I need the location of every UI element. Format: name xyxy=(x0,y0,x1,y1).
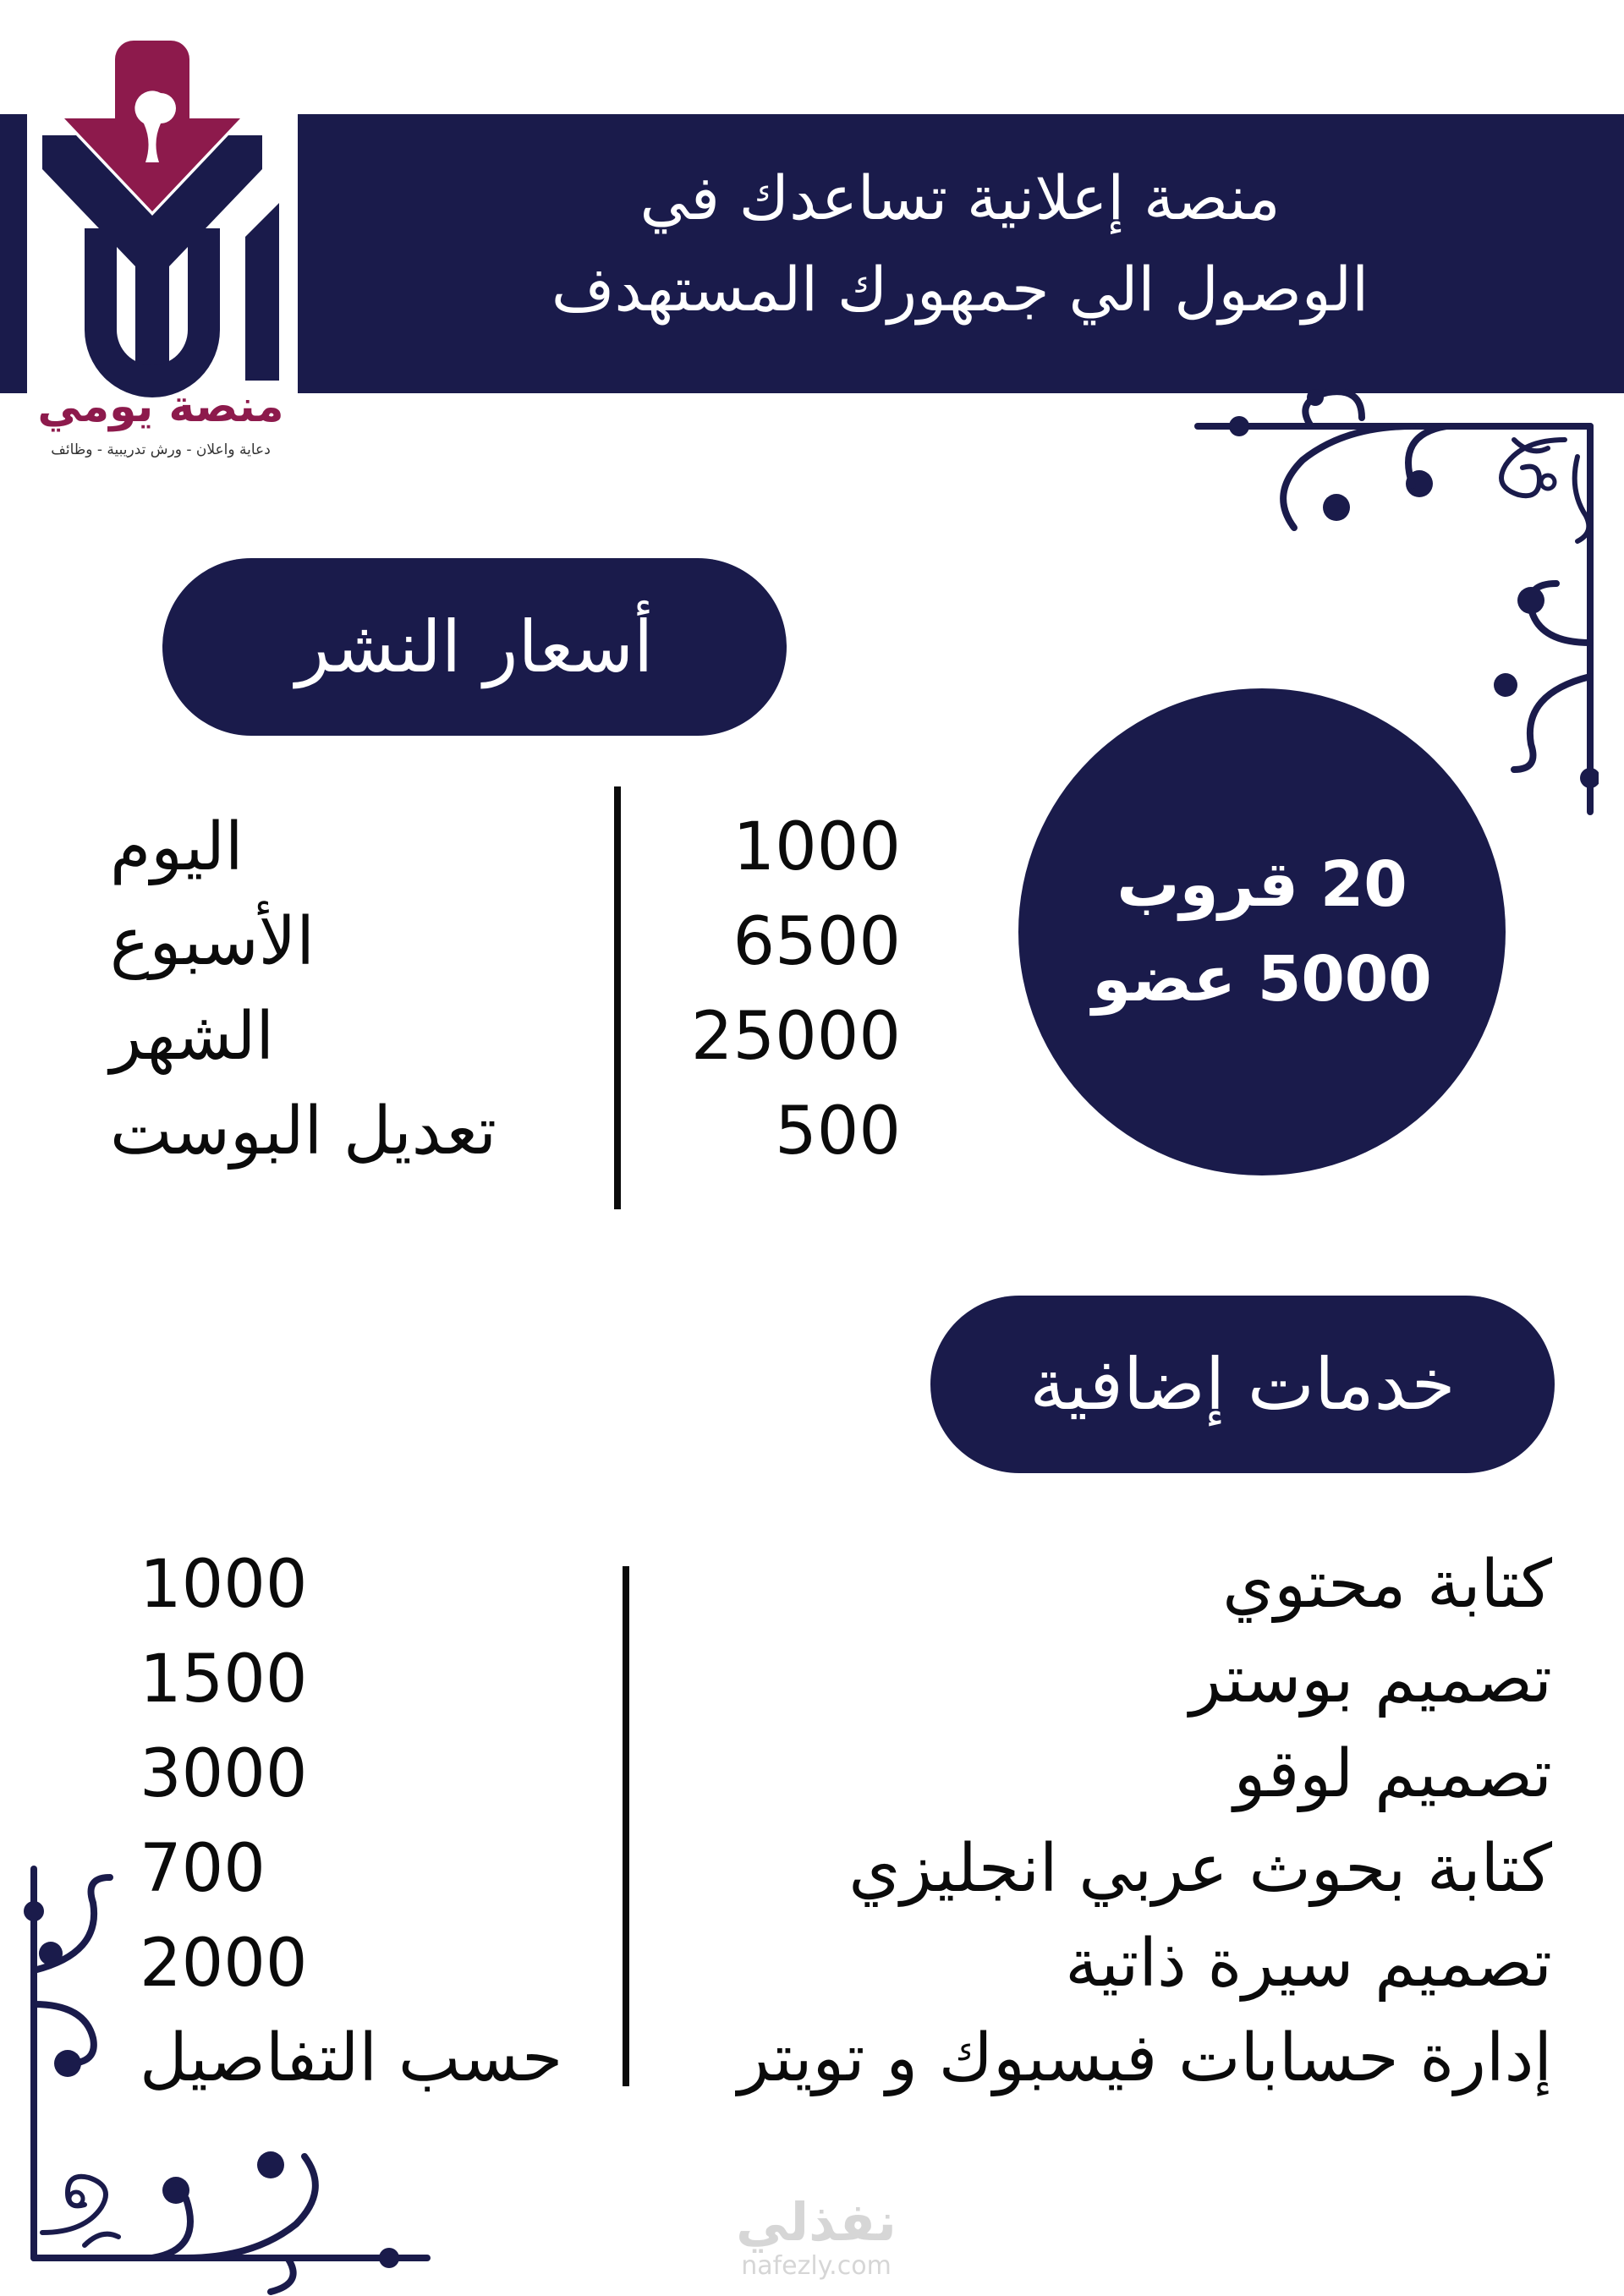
banner-headline-line-1: منصة إعلانية تساعدك في xyxy=(639,162,1281,233)
pricing-label-day: اليوم xyxy=(110,809,244,885)
service-value-social: حسب التفاصيل xyxy=(140,2020,563,2096)
watermark-logo: نفذلي xyxy=(736,2191,897,2253)
service-value-poster: 1500 xyxy=(140,1641,308,1718)
service-label-social: إدارة حسابات فيسبوك و تويتر xyxy=(738,2020,1552,2096)
pricing-divider xyxy=(614,786,621,1209)
services-labels xyxy=(694,1537,1552,2106)
pricing-values xyxy=(626,800,901,1179)
pricing-value-day: 1000 xyxy=(732,809,901,885)
service-value-logo: 3000 xyxy=(140,1736,308,1812)
service-label-poster: تصميم بوستر xyxy=(1189,1641,1552,1718)
pricing-section-title: أسعار النشر xyxy=(162,558,787,736)
pricing-label-post-edit: تعديل البوست xyxy=(110,1093,497,1170)
corner-ornament-icon xyxy=(0,1860,440,2296)
service-label-cv: تصميم سيرة ذاتية xyxy=(1065,1926,1552,2002)
service-value-content: 1000 xyxy=(140,1547,308,1623)
pricing-value-post-edit: 500 xyxy=(775,1093,901,1170)
pricing-label-week: الأسبوع xyxy=(110,904,315,980)
stats-members: 5000 عضو xyxy=(1092,943,1432,1016)
service-label-logo: تصميم لوقو xyxy=(1233,1736,1552,1812)
logo-wordmark: منصة يومي xyxy=(37,381,284,432)
logo-tagline: دعاية واعلان - ورش تدريبية - وظائف xyxy=(51,441,271,458)
service-value-research: 700 xyxy=(140,1831,266,1907)
services-section-title: خدمات إضافية xyxy=(930,1296,1555,1473)
pricing-label-month: الشهر xyxy=(110,999,275,1075)
banner-headline xyxy=(474,152,1446,335)
logo-emblem-icon xyxy=(34,34,296,397)
stats-groups: 20 قروب xyxy=(1116,848,1407,921)
service-value-cv: 2000 xyxy=(140,1926,308,2002)
service-label-content: كتابة محتوي xyxy=(1222,1547,1552,1623)
services-divider xyxy=(623,1566,629,2086)
stats-circle xyxy=(1018,688,1506,1175)
banner-headline-line-2: الوصول الي جمهورك المستهدف xyxy=(551,254,1369,325)
pricing-value-week: 6500 xyxy=(732,904,901,980)
service-label-research: كتابة بحوث عربي انجليزي xyxy=(848,1831,1552,1907)
pricing-labels xyxy=(110,800,567,1179)
pricing-value-month: 25000 xyxy=(690,999,901,1075)
watermark-url: nafezly.com xyxy=(741,2251,892,2281)
